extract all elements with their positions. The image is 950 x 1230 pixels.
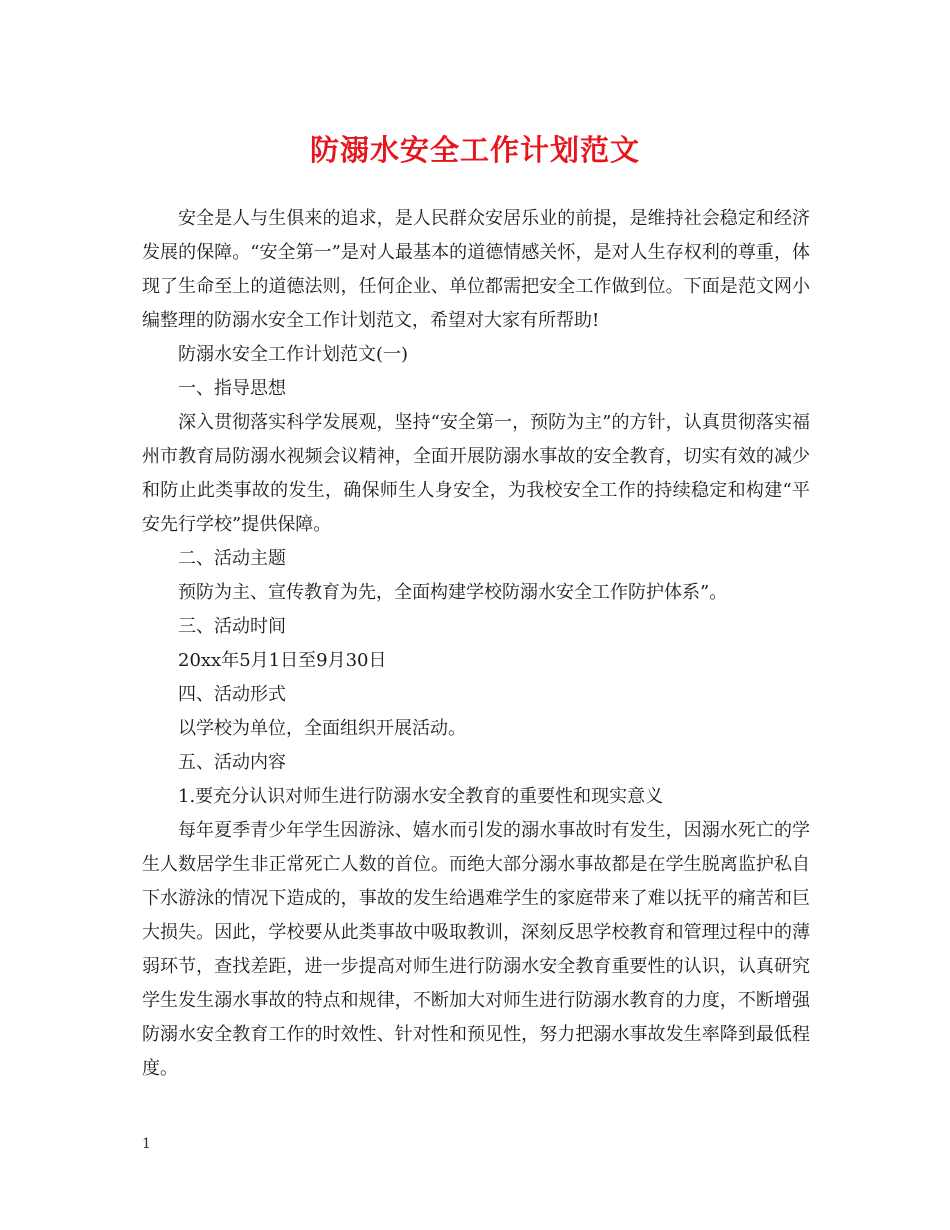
heading-activity-theme: 二、活动主题 xyxy=(178,548,286,569)
page-number: 1 xyxy=(142,1136,151,1152)
paragraph-activity-time: 20xx年5月1日至9月30日 xyxy=(178,650,387,671)
document-title: 防溺水安全工作计划范文 xyxy=(309,133,640,167)
heading-activity-content: 五、活动内容 xyxy=(178,752,286,773)
subheading-content-item-one: 1.要充分认识对师生进行防溺水安全教育的重要性和现实意义 xyxy=(178,786,664,807)
document-body xyxy=(142,202,810,1086)
section-heading-plan-one: 防溺水安全工作计划范文(一) xyxy=(178,344,409,365)
heading-activity-form: 四、活动形式 xyxy=(178,684,286,705)
paragraph-activity-form: 以学校为单位，全面组织开展活动。 xyxy=(178,718,466,739)
paragraph-guiding-thought: 深入贯彻落实科学发展观，坚持“安全第一，预防为主”的方针，认真贯彻落实福州市教育局防溺水视频会议精神，全面开展防溺水事故的安全教育，切实有效的减少和防止此类事故的发生，确保师生人身安全，为我校安全工作的持续稳定和构建“平安先行学校”提供保障。 xyxy=(142,412,810,535)
intro-paragraph: 安全是人与生俱来的追求，是人民群众安居乐业的前提，是维持社会稳定和经济发展的保障。“安全第一”是对人最基本的道德情感关怀，是对人生存权利的尊重，体现了生命至上的道德法则，任何企业、单位都需把安全工作做到位。下面是范文网小编整理的防溺水安全工作计划范文，希望对大家有所帮助! xyxy=(142,208,810,331)
paragraph-activity-theme: 预防为主、宣传教育为先，全面构建学校防溺水安全工作防护体系”。 xyxy=(178,582,728,603)
heading-activity-time: 三、活动时间 xyxy=(178,616,286,637)
paragraph-content-item-one: 每年夏季青少年学生因游泳、嬉水而引发的溺水事故时有发生，因溺水死亡的学生人数居学生非正常死亡人数的首位。而绝大部分溺水事故都是在学生脱离监护私自下水游泳的情况下造成的，事故的发生给遇难学生的家庭带来了难以抚平的痛苦和巨大损失。因此，学校要从此类事故中吸取教训，深刻反思学校教育和管理过程中的薄弱环节，查找差距，进一步提高对师生进行防溺水安全教育重要性的认识，认真研究学生发生溺水事故的特点和规律，不断加大对师生进行防溺水教育的力度，不断增强防溺水安全教育工作的时效性、针对性和预见性，努力把溺水事故发生率降到最低程度。 xyxy=(142,820,810,1079)
heading-guiding-thought: 一、指导思想 xyxy=(178,378,286,399)
